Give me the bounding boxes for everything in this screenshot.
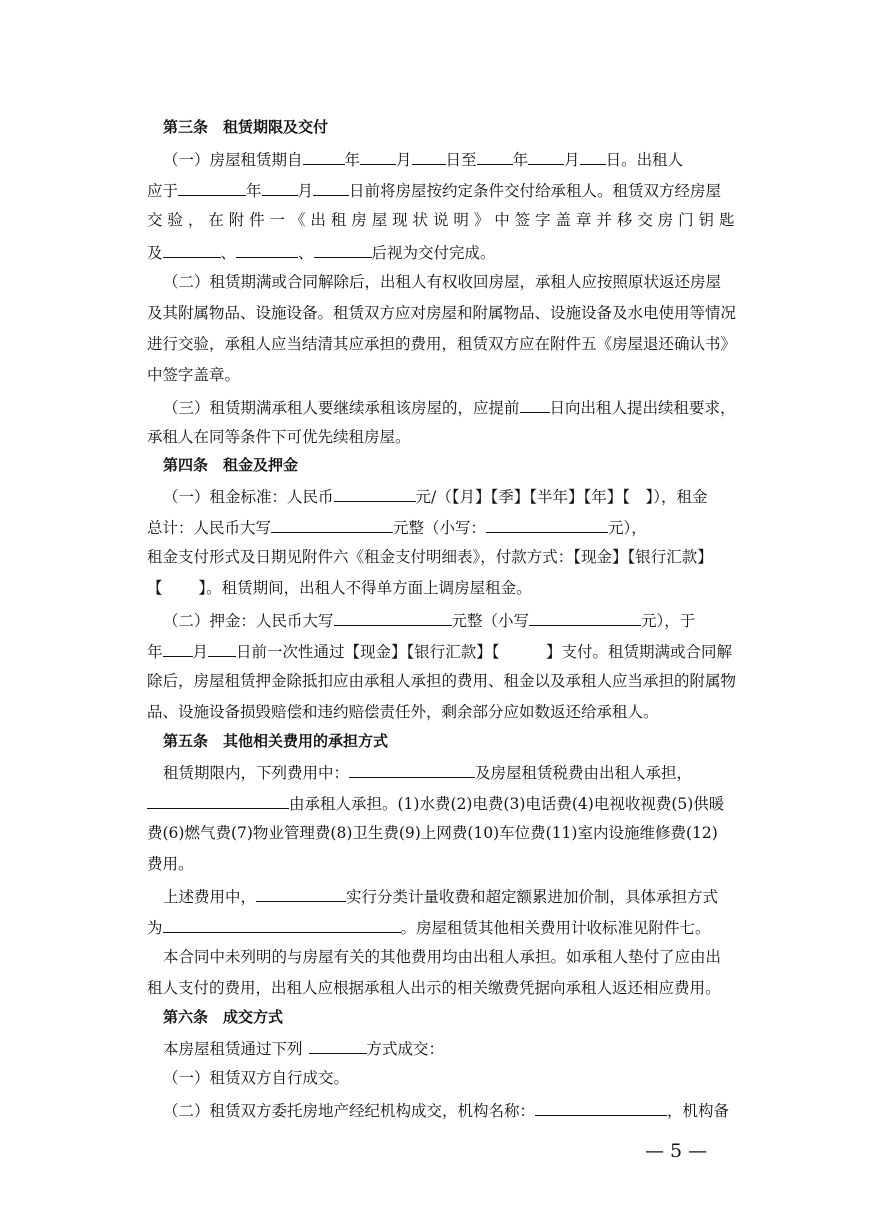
article-4-paragraph-2-line-3: 除后，房屋租赁押金除抵扣应由承租人承担的费用、租金以及承租人应当承担的附属物 [147,672,737,690]
article-6-heading: 第六条 成交方式 [163,1008,284,1026]
article-3-paragraph-1-line-3: 交 验 ， 在 附 件 一 《 出 租 房 屋 现 状 说 明 》 中 签 字 盖 章 并 移 交 房 门 钥 匙 [147,211,735,229]
article-5-paragraph-1-line-4: 费用。 [147,855,194,873]
blank-deposit-numeric[interactable] [529,608,641,626]
blank-start-month[interactable] [360,147,396,165]
article-5-paragraph-1-line-3: 费(6)燃气费(7)物业管理费(8)卫生费(9)上网费(10)车位费(11)室内设施维修费(12) [147,824,718,842]
article-5-paragraph-2-line-1: 上述费用中， 实行分类计量收费和超定额累进加价制，具体承担方式 [163,884,718,908]
blank-fee-arrangement[interactable] [163,915,401,933]
blank-renewal-days[interactable] [520,395,550,413]
article-5-paragraph-2-line-2: 为 。房屋租赁其他相关费用计收标准见附件七。 [147,915,711,939]
blank-delivery-year[interactable] [178,178,246,196]
blank-deposit-month[interactable] [163,639,193,657]
article-6-paragraph-1: 本房屋租赁通过下列 方式成交： [163,1036,444,1060]
article-5-paragraph-1-line-2: 由承租人承担。(1)水费(2)电费(3)电话费(4)电视收视费(5)供暖 [147,791,724,815]
blank-tenant-fees[interactable] [147,791,289,809]
article-3-paragraph-2-line-3: 进行交验，承租人应当结清其应承担的费用，租赁双方应在附件五《房屋退还确认书》 [147,335,737,353]
blank-start-day[interactable] [412,147,446,165]
blank-start-year[interactable] [303,147,345,165]
article-4-paragraph-2-line-2: 年 月 日前一次性通过【现金】【银行汇款】【 】支付。租赁期满或合同解 [147,639,732,663]
blank-end-year[interactable] [477,147,513,165]
article-5-paragraph-3-line-2: 租人支付的费用，出租人应根据承租人出示的相关缴费凭据向承租人返还相应费用。 [147,979,721,997]
blank-item-2[interactable] [236,240,298,258]
blank-delivery-month[interactable] [262,178,298,196]
blank-end-month[interactable] [528,147,564,165]
article-3-paragraph-1-line-1: （一）房屋租赁期自 年 月 日至 年 月 日。出租人 [163,147,683,171]
article-4-paragraph-2-line-1: （二）押金：人民币大写 元整（小写 元），于 [163,608,695,632]
article-3-heading: 第三条 租赁期限及交付 [163,118,329,136]
article-4-paragraph-2-line-4: 品、设施设备损毁赔偿和违约赔偿责任外，剩余部分应如数返还给承租人。 [147,703,659,721]
article-3-paragraph-3-line-2: 承租人在同等条件下可优先续租房屋。 [147,428,411,446]
article-3-paragraph-1-line-4: 及 、 、 后视为交付完成。 [147,240,496,264]
blank-item-1[interactable] [163,240,221,258]
blank-landlord-fees[interactable] [349,760,475,778]
blank-agency-name[interactable] [535,1098,667,1116]
article-4-paragraph-1-line-2: 总计：人民币大写 元整（小写： 元）， [147,515,647,539]
blank-delivery-day[interactable] [313,178,349,196]
blank-rent-amount[interactable] [334,484,416,502]
blank-end-day[interactable] [580,147,606,165]
article-6-option-1: （一）租赁双方自行成交。 [163,1069,350,1087]
article-3-paragraph-3-line-1: （三）租赁期满承租人要继续承租该房屋的，应提前 日向出租人提出续租要求， [163,395,736,419]
blank-rent-total-numeric[interactable] [486,515,608,533]
blank-deposit-day[interactable] [208,639,236,657]
article-3-paragraph-2-line-2: 及其附属物品、设施设备。租赁双方应对房屋和附属物品、设施设备及水电使用等情况 [147,304,737,322]
article-5-paragraph-1-line-1: 租赁期限内，下列费用中： 及房屋租赁税费由出租人承担， [163,760,692,784]
article-6-option-2: （二）租赁双方委托房地产经纪机构成交，机构名称： ，机构备 [163,1098,729,1122]
article-3-paragraph-2-line-4: 中签字盖章。 [147,366,241,384]
blank-deposit-uppercase[interactable] [334,608,452,626]
article-3-paragraph-2-line-1: （二）租赁期满或合同解除后，出租人有权收回房屋，承租人应按照原状返还房屋 [163,273,722,291]
article-3-paragraph-1-line-2: 应于 年 月 日前将房屋按约定条件交付给承租人。租赁双方经房屋 [147,178,721,202]
blank-item-3[interactable] [314,240,372,258]
article-4-paragraph-1-line-1: （一）租金标准：人民币 元/（【月】【季】【半年】【年】【 】），租金 [163,484,708,508]
blank-deal-method[interactable] [309,1036,367,1054]
blank-metered-fees[interactable] [256,884,346,902]
blank-rent-total-uppercase[interactable] [271,515,393,533]
article-4-paragraph-1-line-4: 【 】。租赁期间，出租人不得单方面上调房屋租金。 [147,579,532,597]
article-4-paragraph-1-line-3: 租金支付形式及日期见附件六《租金支付明细表》，付款方式：【现金】【银行汇款】 [147,548,713,566]
article-4-heading: 第四条 租金及押金 [163,456,299,474]
article-5-paragraph-3-line-1: 本合同中未列明的与房屋有关的其他费用均由出租人承担。如承租人垫付了应由出 [163,948,722,966]
article-5-heading: 第五条 其他相关费用的承担方式 [163,732,389,750]
page-number: — 5 — [645,1140,708,1162]
